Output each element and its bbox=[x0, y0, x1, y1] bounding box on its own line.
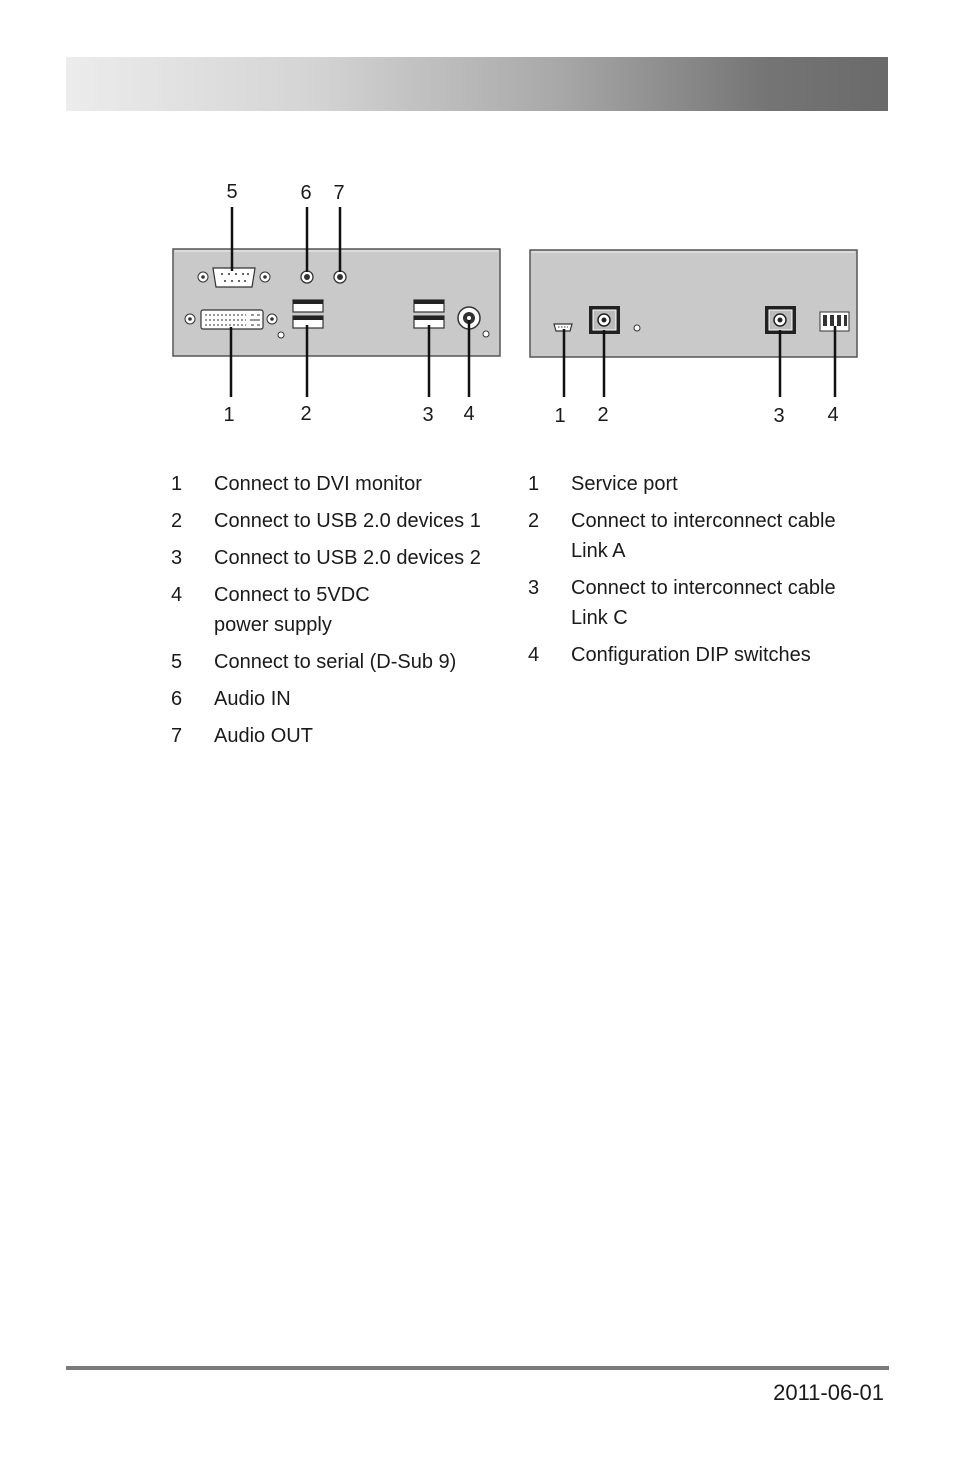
callout-left-7: 7 bbox=[333, 182, 345, 204]
legend-item bbox=[171, 647, 516, 677]
legend-number: 3 bbox=[528, 577, 540, 599]
legend-text: Connect to 5VDC bbox=[214, 584, 370, 606]
legend-text: Connect to serial (D-Sub 9) bbox=[214, 651, 457, 673]
callout-right-3: 3 bbox=[773, 405, 785, 427]
audio-in-jack bbox=[301, 271, 313, 283]
legend-number: 7 bbox=[171, 725, 183, 747]
callout-right-1: 1 bbox=[554, 405, 566, 427]
legend-text: Connect to DVI monitor bbox=[214, 473, 422, 495]
callout-left-5: 5 bbox=[226, 181, 238, 203]
legend-number: 2 bbox=[528, 510, 540, 532]
legend-number: 1 bbox=[528, 473, 540, 495]
fiber-port-link-a bbox=[589, 306, 620, 334]
callout-right-2: 2 bbox=[597, 404, 609, 426]
callout-left-6: 6 bbox=[300, 182, 312, 204]
legend-item bbox=[171, 506, 516, 536]
callout-left-1: 1 bbox=[223, 404, 235, 426]
legend-text: Service port bbox=[571, 473, 678, 495]
legend-item bbox=[171, 684, 516, 714]
fiber-port-link-c bbox=[765, 306, 796, 334]
left-panel bbox=[173, 207, 500, 397]
panel-diagram bbox=[0, 0, 954, 460]
callout-left-2: 2 bbox=[300, 403, 312, 425]
legend-item bbox=[528, 469, 873, 499]
legend-number: 1 bbox=[171, 473, 183, 495]
legend-right bbox=[528, 469, 873, 677]
legend-text-line2: Link A bbox=[571, 540, 626, 562]
legend-item bbox=[171, 469, 516, 499]
legend-item bbox=[171, 721, 516, 751]
legend-text-line2: power supply bbox=[214, 614, 332, 636]
legend-number: 4 bbox=[528, 644, 540, 666]
footer-rule bbox=[66, 1366, 889, 1370]
legend-text: Configuration DIP switches bbox=[571, 644, 811, 666]
audio-out-jack bbox=[334, 271, 346, 283]
right-panel bbox=[530, 250, 857, 397]
legend-number: 4 bbox=[171, 584, 183, 606]
legend-item bbox=[528, 573, 873, 633]
led-indicator bbox=[278, 332, 284, 338]
legend-item bbox=[528, 506, 873, 566]
legend-text: Audio IN bbox=[214, 688, 291, 710]
callout-left-4: 4 bbox=[463, 403, 475, 425]
callout-left-3: 3 bbox=[422, 404, 434, 426]
legend-item bbox=[171, 580, 516, 640]
legend-text: Connect to USB 2.0 devices 1 bbox=[214, 510, 481, 532]
legend-number: 2 bbox=[171, 510, 183, 532]
legend-text: Audio OUT bbox=[214, 725, 313, 747]
legend-left bbox=[171, 469, 516, 758]
device-figure bbox=[0, 0, 954, 460]
legend-text-line2: Link C bbox=[571, 607, 628, 629]
led-indicator-right bbox=[634, 325, 640, 331]
legend-text: Connect to interconnect cable bbox=[571, 510, 836, 532]
legend-text: Connect to interconnect cable bbox=[571, 577, 836, 599]
legend-number: 6 bbox=[171, 688, 183, 710]
callout-right-4: 4 bbox=[827, 404, 839, 426]
legend-text: Connect to USB 2.0 devices 2 bbox=[214, 547, 481, 569]
footer-date: 2011-06-01 bbox=[773, 1380, 884, 1405]
legend-number: 3 bbox=[171, 547, 183, 569]
legend-number: 5 bbox=[171, 651, 183, 673]
legend-item bbox=[528, 640, 873, 670]
legend-item bbox=[171, 543, 516, 573]
